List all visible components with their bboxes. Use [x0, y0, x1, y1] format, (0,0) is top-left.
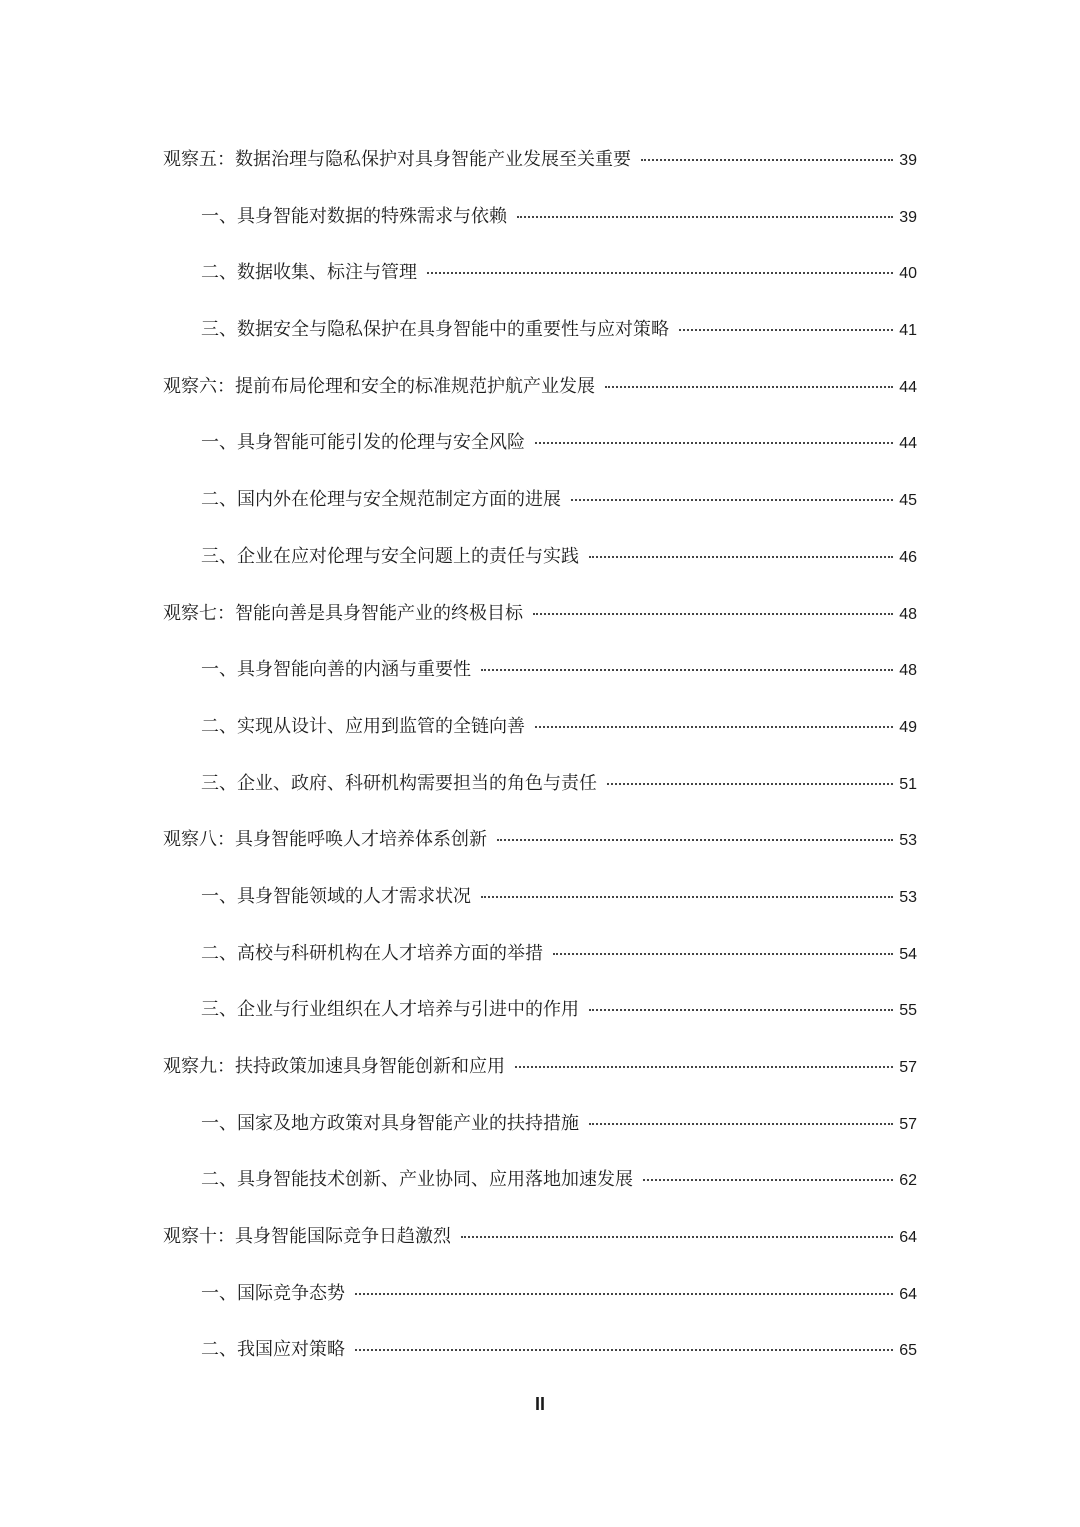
- toc-page-number: 48: [899, 662, 917, 680]
- dot-leader: [605, 386, 893, 388]
- toc-page-number: 39: [899, 152, 917, 169]
- toc-entry[interactable]: [163, 647, 917, 704]
- dot-leader: [355, 1293, 893, 1295]
- toc-entry-label: 二、实现从设计、应用到监管的全链向善: [201, 715, 525, 737]
- toc-entry[interactable]: [163, 364, 917, 421]
- toc-entry-label: 观察六：提前布局伦理和安全的标准规范护航产业发展: [163, 375, 595, 397]
- toc-entry-label: 二、我国应对策略: [201, 1339, 345, 1361]
- toc-entry-label: 二、具身智能技术创新、产业协同、应用落地加速发展: [201, 1169, 633, 1191]
- dot-leader: [571, 499, 893, 501]
- toc-page-number: 40: [899, 265, 917, 283]
- toc-page-number: 53: [899, 832, 917, 850]
- dot-leader: [643, 1179, 893, 1181]
- toc-entry-label: 一、具身智能向善的内涵与重要性: [201, 659, 471, 681]
- toc-page-number: 64: [899, 1229, 917, 1247]
- toc-entry[interactable]: [163, 307, 917, 364]
- dot-leader: [533, 613, 893, 615]
- toc-entry-label: 二、国内外在伦理与安全规范制定方面的进展: [201, 489, 561, 511]
- toc-entry[interactable]: [163, 250, 917, 307]
- toc-entry-label: 观察七：智能向善是具身智能产业的终极目标: [163, 602, 523, 624]
- toc-entry-label: 一、具身智能领域的人才需求状况: [201, 885, 471, 907]
- toc-entry[interactable]: [163, 1157, 917, 1214]
- toc-entry-label: 三、企业、政府、科研机构需要担当的角色与责任: [201, 772, 597, 794]
- toc-page-number: 45: [899, 492, 917, 510]
- dot-leader: [355, 1349, 893, 1351]
- toc-entry[interactable]: [163, 137, 917, 194]
- toc-entry-label: 观察十：具身智能国际竞争日趋激烈: [163, 1226, 451, 1248]
- toc-entry[interactable]: [163, 591, 917, 648]
- dot-leader: [641, 159, 893, 161]
- page-number-footer: II: [534, 1394, 545, 1414]
- toc-entry[interactable]: [163, 874, 917, 931]
- toc-entry-label: 二、数据收集、标注与管理: [201, 262, 417, 284]
- toc-page-number: 57: [899, 1059, 917, 1076]
- dot-leader: [553, 953, 893, 955]
- toc-entry[interactable]: [163, 704, 917, 761]
- toc-entry-label: 三、数据安全与隐私保护在具身智能中的重要性与应对策略: [201, 319, 669, 341]
- toc-entry[interactable]: [163, 987, 917, 1044]
- toc-page-number: 62: [899, 1172, 917, 1190]
- toc-entry[interactable]: [163, 534, 917, 591]
- table-of-contents: [163, 137, 917, 1384]
- dot-leader: [535, 726, 893, 728]
- toc-entry-label: 观察五：数据治理与隐私保护对具身智能产业发展至关重要: [163, 149, 631, 170]
- toc-page-number: 51: [899, 775, 917, 793]
- toc-entry[interactable]: [163, 477, 917, 534]
- toc-entry-label: 一、国家及地方政策对具身智能产业的扶持措施: [201, 1112, 579, 1134]
- toc-entry[interactable]: [163, 1044, 917, 1101]
- toc-entry-label: 一、具身智能对数据的特殊需求与依赖: [201, 205, 507, 227]
- dot-leader: [461, 1236, 893, 1238]
- toc-entry[interactable]: [163, 817, 917, 874]
- toc-page-number: 54: [899, 945, 917, 963]
- toc-page-number: 65: [899, 1342, 917, 1360]
- dot-leader: [481, 669, 893, 671]
- toc-entry[interactable]: [163, 1214, 917, 1271]
- toc-page-number: 55: [899, 1002, 917, 1020]
- dot-leader: [517, 216, 893, 218]
- toc-entry-label: 三、企业在应对伦理与安全问题上的责任与实践: [201, 545, 579, 567]
- toc-page-number: 49: [899, 718, 917, 736]
- toc-entry[interactable]: [163, 420, 917, 477]
- toc-page-number: 46: [899, 548, 917, 566]
- dot-leader: [589, 556, 893, 558]
- toc-page-number: 44: [899, 435, 917, 453]
- toc-entry-label: 三、企业与行业组织在人才培养与引进中的作用: [201, 999, 579, 1021]
- dot-leader: [481, 896, 893, 898]
- toc-entry[interactable]: [163, 1101, 917, 1158]
- toc-entry[interactable]: [163, 1271, 917, 1328]
- toc-page-number: 41: [899, 322, 917, 340]
- toc-page-number: 57: [899, 1115, 917, 1133]
- toc-page-number: 53: [899, 888, 917, 906]
- toc-entry[interactable]: [163, 761, 917, 818]
- toc-entry-label: 一、具身智能可能引发的伦理与安全风险: [201, 432, 525, 454]
- dot-leader: [427, 272, 893, 274]
- toc-entry-label: 观察九：扶持政策加速具身智能创新和应用: [163, 1056, 505, 1077]
- dot-leader: [607, 783, 893, 785]
- toc-page-number: 64: [899, 1285, 917, 1303]
- dot-leader: [535, 442, 893, 444]
- toc-entry[interactable]: [163, 931, 917, 988]
- toc-entry-label: 一、国际竞争态势: [201, 1282, 345, 1304]
- toc-entry[interactable]: [163, 194, 917, 251]
- dot-leader: [497, 839, 893, 841]
- dot-leader: [679, 329, 893, 331]
- toc-page-number: 44: [899, 378, 917, 396]
- toc-entry[interactable]: [163, 1327, 917, 1384]
- toc-page-number: 39: [899, 208, 917, 226]
- toc-page-number: 48: [899, 605, 917, 623]
- dot-leader: [589, 1123, 893, 1125]
- dot-leader: [589, 1009, 893, 1011]
- toc-entry-label: 观察八：具身智能呼唤人才培养体系创新: [163, 829, 487, 851]
- toc-entry-label: 二、高校与科研机构在人才培养方面的举措: [201, 942, 543, 964]
- dot-leader: [515, 1066, 893, 1068]
